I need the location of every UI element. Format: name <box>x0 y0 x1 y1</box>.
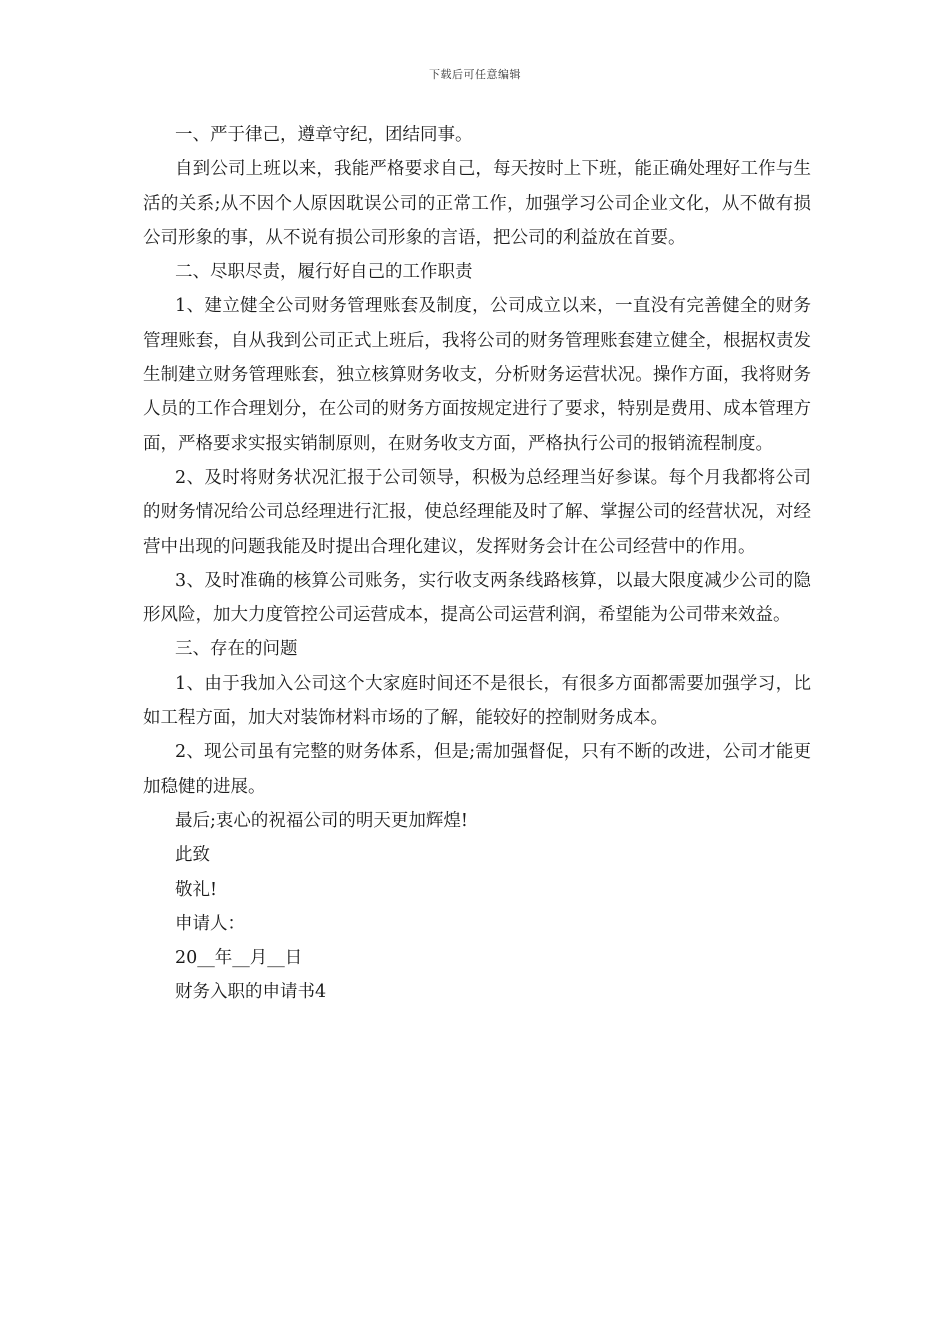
body-paragraph: 2、现公司虽有完整的财务体系，但是;需加强督促，只有不断的改进，公司才能更加稳健的进展。 <box>143 742 811 797</box>
salutation-regards: 敬礼! <box>175 879 218 900</box>
document-body <box>143 118 811 1010</box>
body-paragraph: 1、建立健全公司财务管理账套及制度，公司成立以来，一直没有完善健全的财务管理账套，自从我到公司正式上班后，我将公司的财务管理账套建立健全，根据权责发生制建立财务管理账套，独立核算财务收支，分析财务运营状况。操作方面，我将财务人员的工作合理划分，在公司的财务方面按规定进行了要求，特别是费用、成本管理方面，严格要求实报实销制原则，在财务收支方面，严格执行公司的报销流程制度。 <box>143 296 811 454</box>
applicant-label: 申请人： <box>175 913 245 934</box>
section-heading-3: 三、存在的问题 <box>175 639 298 660</box>
page-header-note: 下载后可任意编辑 <box>429 68 521 81</box>
body-paragraph: 3、及时准确的核算公司账务，实行收支两条线路核算，以最大限度减少公司的隐形风险，加大力度管控公司运营成本，提高公司运营利润，希望能为公司带来效益。 <box>143 570 811 626</box>
date-line: 20__年__月__日 <box>175 948 303 969</box>
section-heading-1: 一、严于律己，遵章守纪，团结同事。 <box>175 125 473 145</box>
body-paragraph: 自到公司上班以来，我能严格要求自己，每天按时上下班，能正确处理好工作与生活的关系;从不因个人原因耽误公司的正常工作，加强学习公司企业文化，从不做有损公司形象的事，从不说有损公司形象的言语，把公司的利益放在首要。 <box>143 159 811 248</box>
next-document-title: 财务入职的申请书4 <box>175 982 327 1003</box>
closing-wish: 最后;衷心的祝福公司的明天更加辉煌! <box>175 810 468 831</box>
body-paragraph: 2、及时将财务状况汇报于公司领导，积极为总经理当好参谋。每个月我都将公司的财务情况给公司总经理进行汇报，使总经理能及时了解、掌握公司的经营状况，对经营中出现的问题我能及时提出合理化建议，发挥财务会计在公司经营中的作用。 <box>143 467 811 557</box>
section-heading-2: 二、尽职尽责，履行好自己的工作职责 <box>175 262 473 283</box>
salutation-line: 此致 <box>175 845 210 866</box>
body-paragraph: 1、由于我加入公司这个大家庭时间还不是很长，有很多方面都需要加强学习，比如工程方面，加大对装饰材料市场的了解，能较好的控制财务成本。 <box>143 673 811 729</box>
